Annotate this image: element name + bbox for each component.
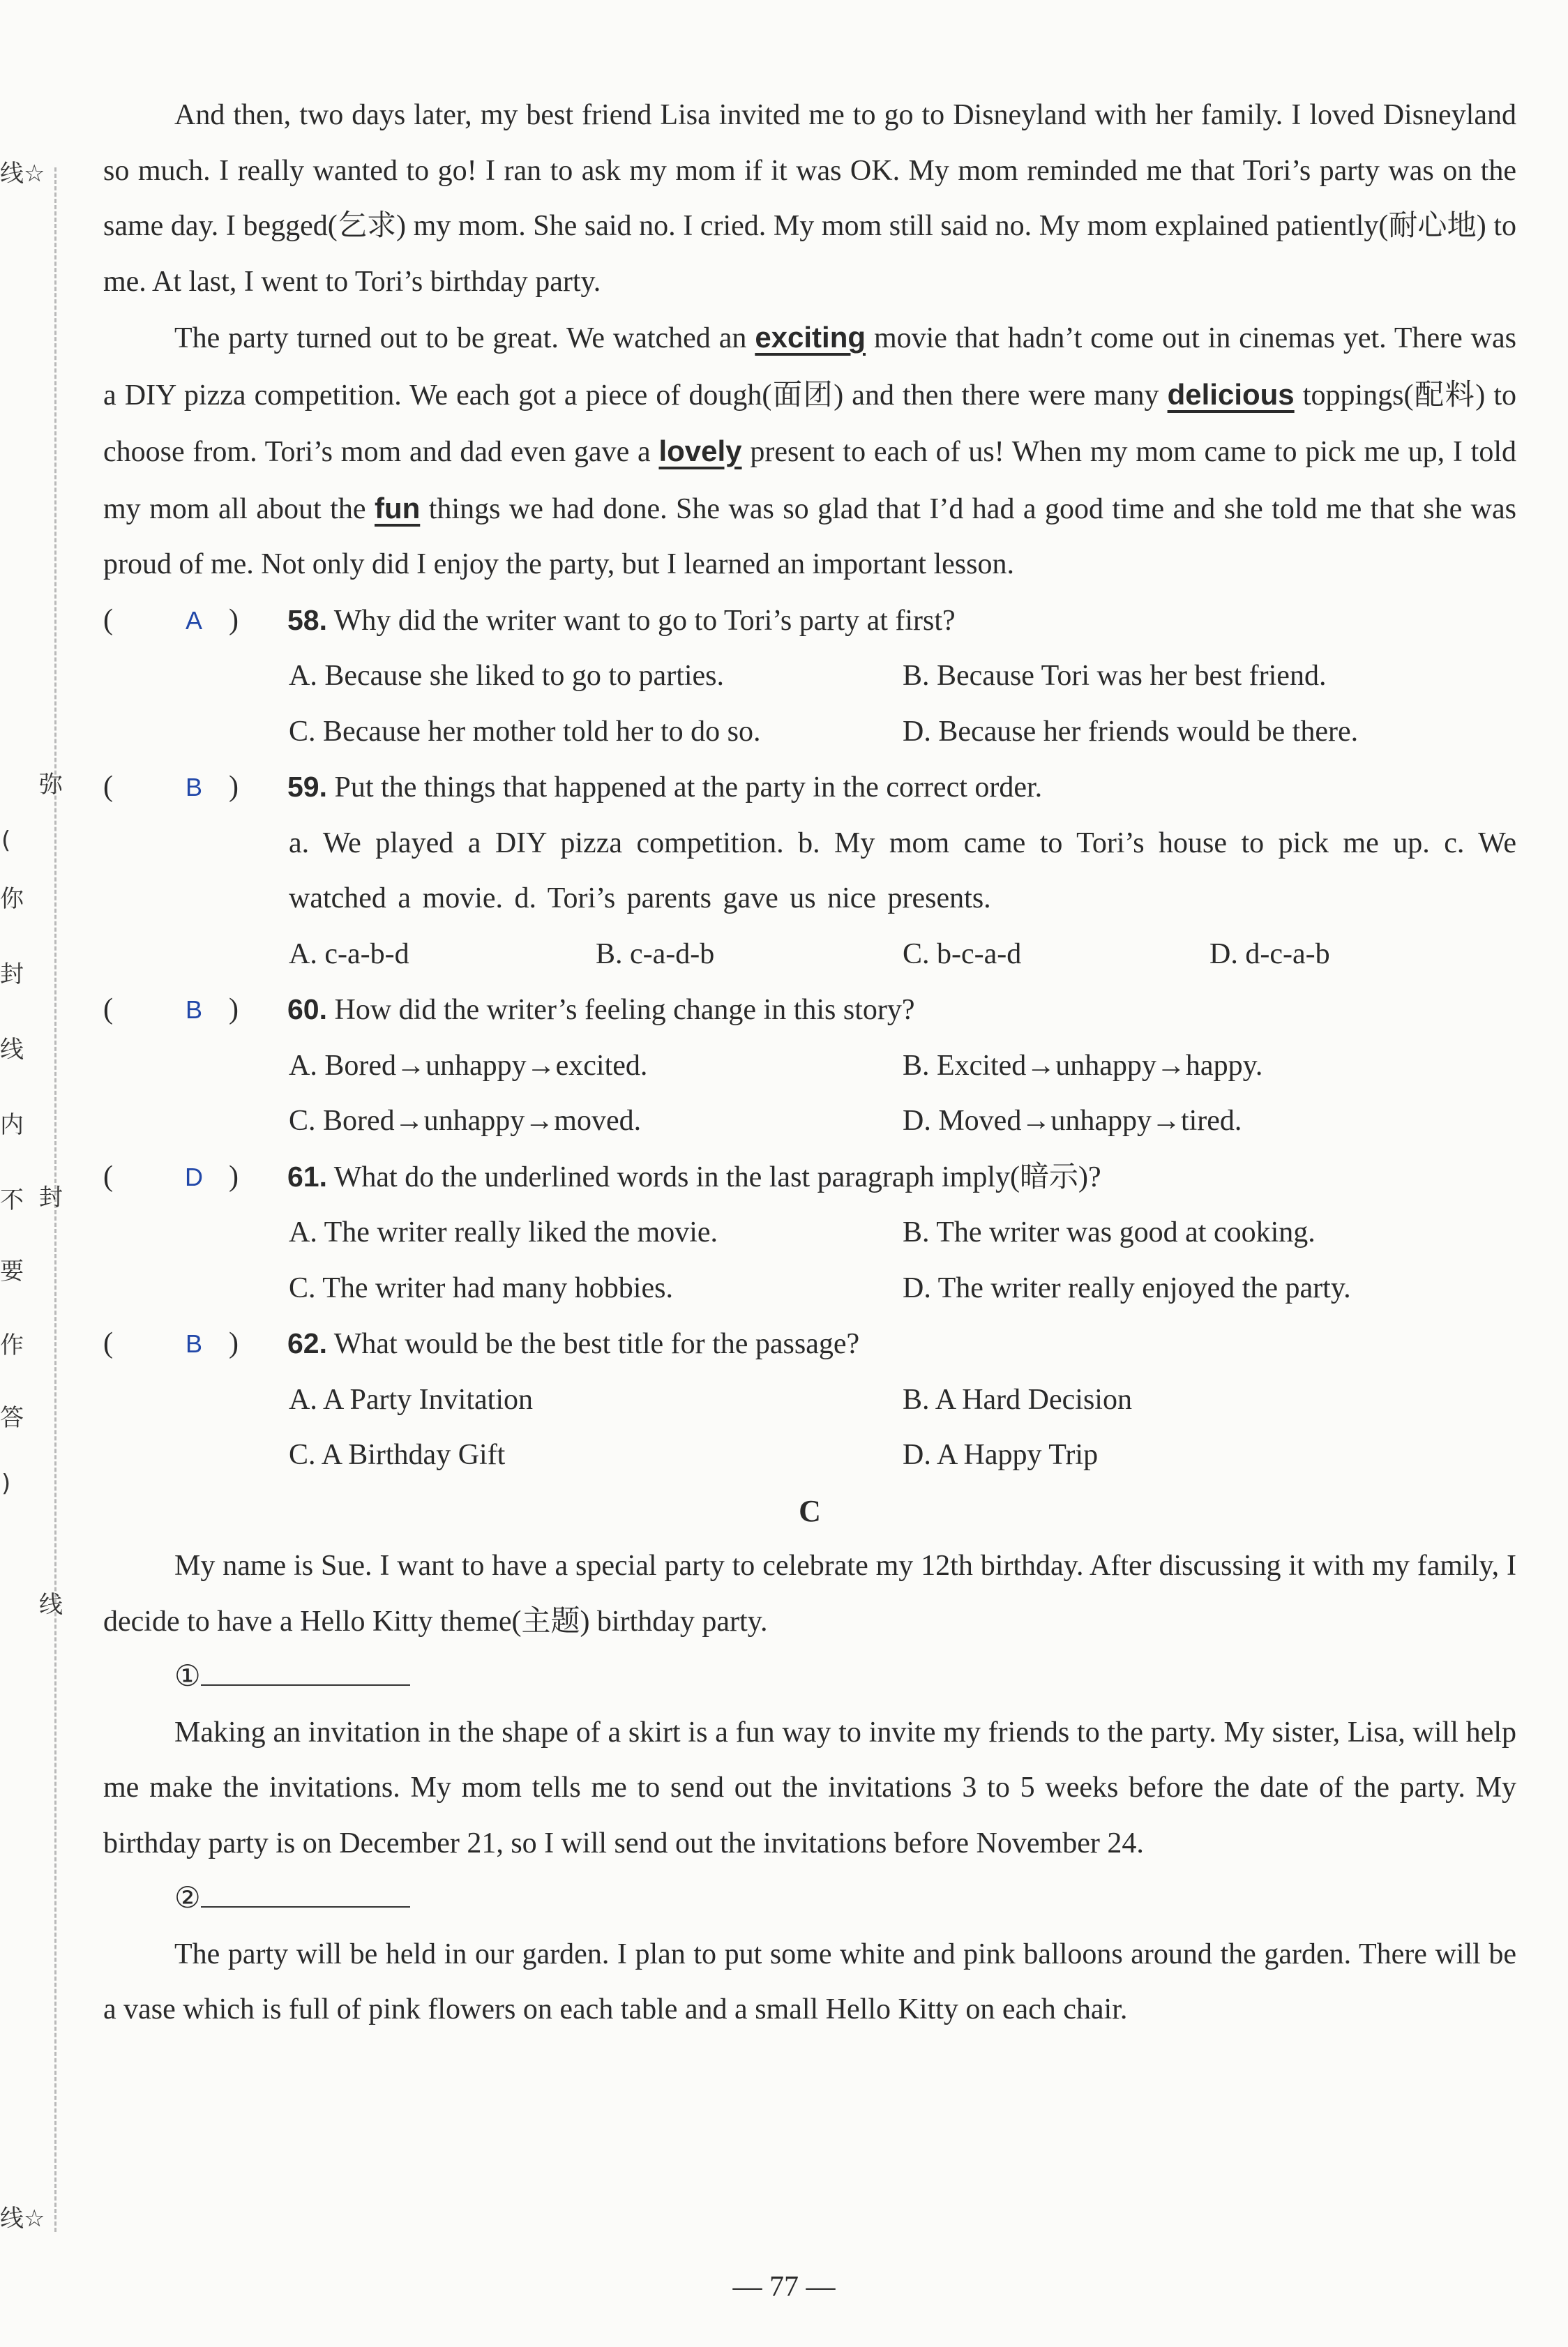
option: D. Moved→unhappy→tired. bbox=[903, 1105, 1242, 1137]
margin-char: 封 bbox=[0, 960, 24, 988]
question-61 bbox=[103, 1149, 1516, 1206]
paren-left: ( bbox=[103, 771, 113, 803]
options-62 bbox=[103, 1373, 1516, 1484]
answer-blank bbox=[201, 1652, 410, 1686]
margin-char: 答 bbox=[0, 1404, 24, 1432]
question-number: 60. bbox=[287, 993, 327, 1025]
paren-right: ) bbox=[229, 771, 239, 803]
margin-char: ( bbox=[1, 827, 11, 854]
question-text: What do the underlined words in the last paragraph imply(暗示)? bbox=[333, 1161, 1101, 1193]
margin-char: 你 bbox=[0, 885, 24, 913]
blank-number: ② bbox=[174, 1882, 201, 1915]
options-59 bbox=[103, 816, 1516, 983]
passage-c-paragraph-3: The party will be held in our garden. I plan to put some white and pink balloons around the garden. There will be a vase which is full of pink flowers on each table and a small Hello Kitty on each chair. bbox=[103, 1938, 1516, 2025]
question-text: What would be the best title for the passage? bbox=[333, 1328, 860, 1360]
question-59 bbox=[103, 760, 1516, 816]
question-58 bbox=[103, 593, 1516, 649]
option: C. Bored→unhappy→moved. bbox=[289, 1105, 642, 1137]
option: A. c-a-b-d bbox=[289, 937, 409, 970]
paren-left: ( bbox=[103, 603, 113, 636]
question-number: 58. bbox=[287, 603, 327, 636]
answer-mark: B bbox=[185, 773, 202, 801]
question-text: Put the things that happened at the party in the correct order. bbox=[334, 771, 1043, 803]
blank-line-2 bbox=[103, 1871, 1516, 1927]
question-62 bbox=[103, 1316, 1516, 1373]
margin-bottom-label: 线☆ bbox=[0, 2205, 45, 2233]
underlined-word: exciting bbox=[755, 321, 866, 354]
margin-mid-label: 封 bbox=[39, 1184, 63, 1212]
event-list: a. We played a DIY pizza competition. b. My mom came to Tori’s house to pick me up. c. We watched a movie. d. Tori’s parents gave us nice presents. bbox=[289, 827, 1516, 914]
text-run: movie that hadn’t come out in cinemas yet. There was a DIY pizza competition. We each got a piece of dough(面团) and then there were many bbox=[103, 322, 1516, 412]
margin-char: 不 bbox=[0, 1186, 24, 1214]
underlined-word: lovely bbox=[658, 435, 742, 467]
option: D. d-c-a-b bbox=[1209, 937, 1330, 970]
option: C. A Birthday Gift bbox=[289, 1439, 506, 1471]
option: A. Because she liked to go to parties. bbox=[289, 660, 725, 692]
passage-b-paragraph-1: And then, two days later, my best friend Lisa invited me to go to Disneyland with her family. I loved Disneyland so much. I really wanted to go! I ran to ask my mom if it was OK. My mom reminded me that Tori’s party was on the same day. I begged(乞求) my mom. She said no. I cried. My mom still said no. My mom explained patiently(耐心地) to me. At last, I went to Tori’s birthday party. bbox=[103, 99, 1516, 298]
question-text: Why did the writer want to go to Tori’s party at first? bbox=[333, 604, 956, 637]
margin-char: 线 bbox=[0, 1036, 24, 1064]
answer-mark: A bbox=[185, 605, 202, 635]
page-content bbox=[103, 88, 1516, 2038]
margin-lower-label: 线 bbox=[39, 1591, 63, 1619]
passage-b-paragraph-2 bbox=[103, 310, 1516, 593]
blank-number: ① bbox=[174, 1661, 201, 1693]
paren-left: ( bbox=[103, 1327, 113, 1359]
option: A. Bored→unhappy→excited. bbox=[289, 1049, 648, 1082]
passage-c-paragraph-2: Making an invitation in the shape of a skirt is a fun way to invite my friends to the party. My sister, Lisa, will help me make the invitations. My mom tells me to send out the invitations 3 to 5 weeks before the date of the party. My birthday party is on December 21, so I will send out the invitations before November 24. bbox=[103, 1716, 1516, 1859]
answer-mark: B bbox=[185, 1329, 202, 1358]
answer-blank bbox=[201, 1874, 410, 1908]
margin-char: 要 bbox=[0, 1258, 24, 1285]
option: B. c-a-d-b bbox=[596, 937, 715, 970]
paren-right: ) bbox=[229, 1160, 239, 1193]
question-60 bbox=[103, 982, 1516, 1039]
answer-mark: D bbox=[185, 1162, 203, 1191]
options-60 bbox=[103, 1039, 1516, 1149]
options-61 bbox=[103, 1205, 1516, 1316]
margin-char: ) bbox=[1, 1470, 11, 1497]
option: D. Because her friends would be there. bbox=[903, 715, 1359, 748]
margin-top-label: 线☆ bbox=[0, 160, 45, 188]
text-run: things we had done. She was so glad that I’d had a good time and she told me that she was proud of me. Not only did I enjoy the party, but I learned an important lesson. bbox=[103, 492, 1517, 580]
paren-left: ( bbox=[103, 993, 113, 1025]
passage-c-paragraph-1: My name is Sue. I want to have a special party to celebrate my 12th birthday. After discussing it with my family, I decide to have a Hello Kitty theme(主题) birthday party. bbox=[103, 1550, 1516, 1638]
option: B. Because Tori was her best friend. bbox=[903, 660, 1327, 692]
underlined-word: delicious bbox=[1167, 377, 1295, 411]
option: A. The writer really liked the movie. bbox=[289, 1216, 718, 1248]
option: B. A Hard Decision bbox=[903, 1383, 1132, 1416]
paren-left: ( bbox=[103, 1160, 113, 1193]
blank-line-1 bbox=[103, 1650, 1516, 1705]
question-number: 62. bbox=[287, 1327, 327, 1359]
underlined-word: fun bbox=[374, 491, 421, 525]
section-heading-c: C bbox=[799, 1493, 821, 1528]
option: D. The writer really enjoyed the party. bbox=[903, 1271, 1351, 1304]
text-run: toppings(配料) to choose from. Tori’s mom and dad even gave a bbox=[103, 379, 1516, 468]
option: B. Excited→unhappy→happy. bbox=[903, 1049, 1263, 1082]
margin-char: 内 bbox=[0, 1111, 24, 1139]
binding-margin bbox=[0, 0, 84, 2347]
paren-right: ) bbox=[229, 1327, 239, 1359]
option: C. The writer had many hobbies. bbox=[289, 1271, 673, 1304]
options-58 bbox=[103, 649, 1516, 760]
option: B. The writer was good at cooking. bbox=[903, 1216, 1316, 1248]
question-number: 59. bbox=[287, 771, 327, 803]
paren-right: ) bbox=[229, 603, 239, 636]
text-run: The party turned out to be great. We watched an bbox=[174, 322, 755, 354]
option: D. A Happy Trip bbox=[903, 1439, 1099, 1471]
question-text: How did the writer’s feeling change in this story? bbox=[334, 994, 915, 1026]
paren-right: ) bbox=[229, 993, 239, 1025]
text-run: present to each of us! When my mom came to pick me up, I told my mom all about the bbox=[103, 436, 1516, 525]
option: A. A Party Invitation bbox=[289, 1383, 533, 1416]
margin-char: 弥 bbox=[39, 771, 63, 799]
option: C. Because her mother told her to do so. bbox=[289, 715, 761, 748]
option: C. b-c-a-d bbox=[903, 937, 1022, 970]
question-number: 61. bbox=[287, 1160, 327, 1193]
page-number: — 77 — bbox=[732, 2271, 836, 2303]
margin-char: 作 bbox=[0, 1331, 24, 1359]
answer-mark: B bbox=[185, 995, 202, 1024]
